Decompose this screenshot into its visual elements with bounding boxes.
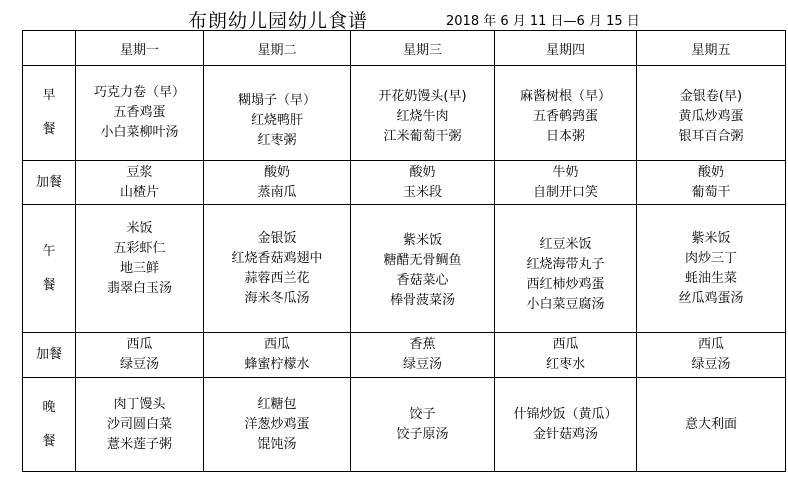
- menu-item: 牛奶: [552, 164, 579, 180]
- meal-label-text: 餐: [42, 122, 56, 137]
- menu-item: 小白菜柳叶汤: [100, 125, 179, 140]
- menu-item: 蒜蓉西兰花: [244, 270, 310, 286]
- menu-item: 玉米段: [402, 184, 442, 200]
- menu-cell: [204, 378, 351, 472]
- menu-item: 红糖包: [257, 396, 297, 412]
- menu-item: 紫米饭: [691, 230, 731, 246]
- menu-table: [22, 30, 786, 472]
- menu-item: 紫米饭: [402, 232, 442, 248]
- menu-cell: [637, 205, 786, 333]
- menu-item: 海米冬瓜汤: [244, 290, 310, 306]
- menu-cell: [351, 161, 495, 205]
- menu-item: 开花奶馒头(早): [378, 89, 467, 104]
- menu-cell: [76, 161, 204, 205]
- meal-label-text: 餐: [42, 433, 56, 449]
- menu-item: 红烧海带丸子: [526, 256, 605, 272]
- meal-label: [23, 378, 76, 472]
- menu-item: 红烧牛肉: [396, 109, 449, 124]
- menu-cell: [204, 333, 351, 378]
- menu-item: 饺子: [409, 406, 436, 422]
- menu-cell: [351, 378, 495, 472]
- day-header: 星期二: [204, 31, 351, 66]
- menu-item: 西瓜: [263, 337, 290, 352]
- meal-label-text: 早: [42, 88, 56, 103]
- meal-label: [23, 66, 76, 161]
- menu-item: 什锦炒饭（黄瓜）: [513, 406, 618, 422]
- menu-item: 日本粥: [545, 129, 585, 144]
- day-header: 星期三: [351, 31, 495, 66]
- menu-item: 金针菇鸡汤: [532, 426, 598, 442]
- menu-item: 馄饨汤: [257, 436, 297, 452]
- header-row: [23, 31, 786, 66]
- menu-item: 洋葱炒鸡蛋: [244, 416, 310, 432]
- menu-item: 酸奶: [409, 164, 436, 180]
- menu-item: 五彩虾仁: [113, 240, 166, 256]
- date-range: 2018 年 6 月 11 日—6 月 15 日: [446, 14, 640, 29]
- menu-item: 五香鹌鹑蛋: [532, 109, 598, 124]
- menu-item: 西红柿炒鸡蛋: [526, 276, 605, 292]
- menu-cell: [637, 333, 786, 378]
- menu-item: 绿豆汤: [691, 357, 731, 372]
- meal-row-lunch: [23, 205, 786, 333]
- menu-item: 酸奶: [697, 164, 724, 180]
- meal-label-text: 午: [42, 243, 56, 259]
- menu-item: 红烧香菇鸡翅中: [231, 250, 323, 266]
- meal-label: [23, 205, 76, 333]
- menu-cell: [495, 161, 637, 205]
- menu-item: 红豆米饭: [539, 236, 592, 252]
- corner-cell: [23, 31, 76, 66]
- menu-item: 米饭: [126, 220, 153, 236]
- meal-row-morning-snack: [23, 161, 786, 205]
- menu-item: 香菇菜心: [396, 272, 449, 288]
- menu-item: 巧克力卷（早）: [93, 85, 185, 100]
- menu-item: 小白菜豆腐汤: [526, 296, 605, 312]
- meal-label-text: 加餐: [35, 174, 62, 190]
- menu-cell: [76, 378, 204, 472]
- menu-item: 西瓜: [552, 337, 579, 352]
- menu-item: 蚝油生菜: [684, 270, 737, 286]
- meal-label: [23, 161, 76, 205]
- menu-item: 红枣粥: [257, 133, 297, 148]
- day-header: 星期一: [76, 31, 204, 66]
- menu-cell: [351, 205, 495, 333]
- meal-label-text: 餐: [42, 277, 56, 293]
- menu-cell: [76, 66, 204, 161]
- menu-cell: [495, 378, 637, 472]
- menu-item: 肉炒三丁: [684, 250, 737, 266]
- menu-item: 饺子原汤: [396, 426, 449, 442]
- menu-item: 沙司圆白菜: [106, 416, 172, 432]
- menu-item: 山楂片: [119, 184, 159, 200]
- menu-cell: [637, 378, 786, 472]
- menu-item: 西瓜: [697, 337, 724, 352]
- menu-cell: [351, 333, 495, 378]
- menu-item: 银耳百合粥: [678, 129, 744, 144]
- menu-item: 江米葡萄干粥: [383, 129, 462, 144]
- menu-item: 翡翠白玉汤: [106, 280, 172, 296]
- menu-item: 金银饭: [257, 230, 297, 246]
- menu-item: 红枣水: [545, 357, 585, 372]
- menu-item: 丝瓜鸡蛋汤: [678, 290, 744, 306]
- menu-item: 薏米莲子粥: [106, 436, 172, 452]
- meal-row-breakfast: [23, 66, 786, 161]
- menu-item: 豆浆: [126, 164, 153, 180]
- menu-item: 黄瓜炒鸡蛋: [678, 109, 744, 124]
- menu-cell: [495, 66, 637, 161]
- meal-label-text: 晚: [42, 399, 56, 415]
- meal-label: [23, 333, 76, 378]
- menu-item: 地三鲜: [119, 260, 159, 276]
- page-title: 布朗幼儿园幼儿食谱: [188, 10, 369, 32]
- menu-item: 酸奶: [263, 164, 290, 180]
- menu-item: 肉丁馒头: [113, 396, 166, 412]
- menu-item: 五香鸡蛋: [113, 105, 166, 120]
- menu-cell: [637, 161, 786, 205]
- menu-cell: [204, 161, 351, 205]
- day-header: 星期五: [637, 31, 786, 66]
- menu-cell: [204, 66, 351, 161]
- menu-item: 红烧鸭肝: [250, 113, 303, 128]
- menu-item: 西瓜: [126, 337, 153, 352]
- menu-item: 棒骨菠菜汤: [389, 292, 455, 308]
- menu-cell: [637, 66, 786, 161]
- meal-row-afternoon-snack: [23, 333, 786, 378]
- menu-cell: [76, 333, 204, 378]
- menu-item: 自制开口笑: [532, 184, 598, 200]
- menu-item: 金银卷(早): [679, 89, 743, 104]
- menu-item: 糖醋无骨鲷鱼: [383, 252, 462, 268]
- day-header: 星期四: [495, 31, 637, 66]
- menu-item: 葡萄干: [691, 184, 731, 200]
- menu-item: 蒸南瓜: [257, 184, 297, 200]
- menu-cell: [76, 205, 204, 333]
- menu-cell: [204, 205, 351, 333]
- menu-item: 意大利面: [684, 416, 737, 432]
- menu-item: 蜂蜜柠檬水: [244, 357, 310, 372]
- menu-item: 绿豆汤: [402, 357, 442, 372]
- menu-item: 香蕉: [409, 337, 436, 352]
- meal-label-text: 加餐: [35, 347, 62, 362]
- menu-item: 麻酱树根（早）: [519, 89, 611, 104]
- menu-cell: [351, 66, 495, 161]
- menu-cell: [495, 205, 637, 333]
- menu-item: 糊塌子（早）: [237, 93, 316, 108]
- menu-cell: [495, 333, 637, 378]
- meal-row-dinner: [23, 378, 786, 472]
- menu-item: 绿豆汤: [119, 357, 159, 372]
